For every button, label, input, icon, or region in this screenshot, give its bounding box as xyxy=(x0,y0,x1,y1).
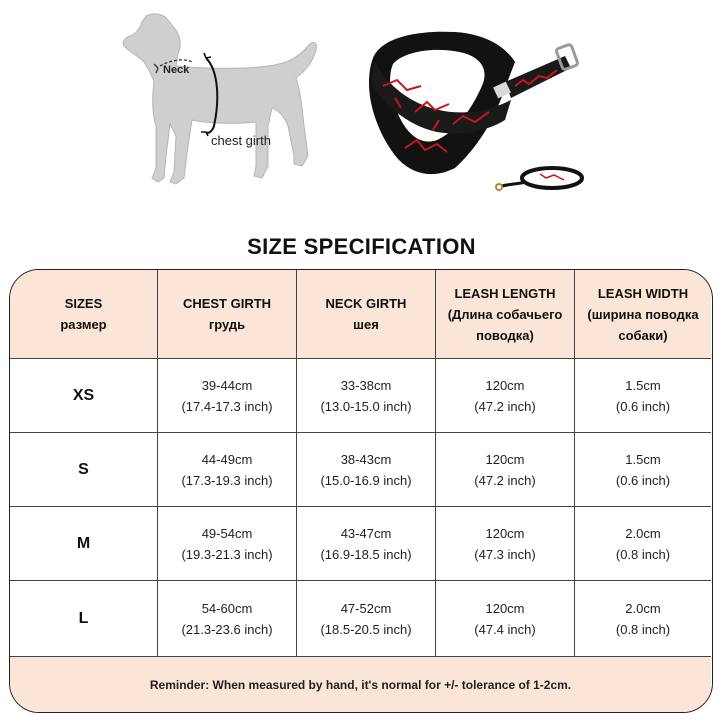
chest-cell xyxy=(158,581,297,657)
cm-value: 39-44cm xyxy=(201,377,253,393)
header-sizes xyxy=(10,270,158,359)
size-label: XS xyxy=(10,359,158,433)
cm-value: 38-43cm xyxy=(340,451,392,467)
leash-photo-icon xyxy=(490,160,590,205)
size-label: M xyxy=(10,507,158,581)
inch-value: (47.2 inch) xyxy=(474,398,536,414)
header-leash-width xyxy=(575,270,711,359)
inch-value: (0.6 inch) xyxy=(615,472,671,488)
leash-length-cell xyxy=(436,581,575,657)
cm-value: 120cm xyxy=(485,525,525,541)
header-line: шея xyxy=(353,317,379,332)
cm-value: 1.5cm xyxy=(625,377,661,393)
inch-value: (47.3 inch) xyxy=(474,546,536,562)
header-line: (ширина поводка xyxy=(587,306,699,322)
inch-value: (17.3-19.3 inch) xyxy=(181,472,273,488)
neck-cell xyxy=(297,507,436,581)
header-line: (Длина собачьего xyxy=(447,306,563,322)
header-line: размер xyxy=(60,317,107,332)
leash-length-cell xyxy=(436,433,575,507)
cm-value: 49-54cm xyxy=(201,525,253,541)
size-label: S xyxy=(10,433,158,507)
header-line: CHEST GIRTH xyxy=(182,296,272,311)
neck-cell xyxy=(297,581,436,657)
cm-value: 2.0cm xyxy=(625,600,661,616)
size-label: L xyxy=(10,581,158,657)
inch-value: (21.3-23.6 inch) xyxy=(181,621,273,637)
header-neck-girth xyxy=(297,270,436,359)
inch-value: (0.6 inch) xyxy=(615,398,671,414)
cm-value: 47-52cm xyxy=(340,600,392,616)
inch-value: (19.3-21.3 inch) xyxy=(181,546,273,562)
inch-value: (15.0-16.9 inch) xyxy=(320,472,412,488)
chest-cell xyxy=(158,507,297,581)
leash-width-cell xyxy=(575,433,711,507)
leash-width-cell xyxy=(575,507,711,581)
size-table xyxy=(9,269,713,713)
cm-value: 43-47cm xyxy=(340,525,392,541)
inch-value: (13.0-15.0 inch) xyxy=(320,398,412,414)
header-leash-length xyxy=(436,270,575,359)
cm-value: 54-60cm xyxy=(201,600,253,616)
cm-value: 120cm xyxy=(485,377,525,393)
cm-value: 2.0cm xyxy=(625,525,661,541)
chest-cell xyxy=(158,433,297,507)
leash-width-cell xyxy=(575,359,711,433)
neck-cell xyxy=(297,359,436,433)
header-line: грудь xyxy=(208,317,246,332)
inch-value: (47.2 inch) xyxy=(474,472,536,488)
inch-value: (16.9-18.5 inch) xyxy=(320,546,412,562)
neck-label: Neck xyxy=(163,64,190,76)
inch-value: (18.5-20.5 inch) xyxy=(320,621,412,637)
chest-girth-label: chest girth xyxy=(211,133,271,148)
inch-value: (0.8 inch) xyxy=(615,546,671,562)
header-line: LEASH WIDTH xyxy=(597,285,689,301)
reminder-note: Reminder: When measured by hand, it's normal for +/- tolerance of 1-2cm. xyxy=(10,657,711,712)
cm-value: 33-38cm xyxy=(340,377,392,393)
header-line: NECK GIRTH xyxy=(325,296,407,311)
leash-length-cell xyxy=(436,507,575,581)
size-grid xyxy=(10,270,711,657)
inch-value: (0.8 inch) xyxy=(615,621,671,637)
header-line: собаки) xyxy=(618,327,668,343)
cm-value: 120cm xyxy=(485,600,525,616)
leash-width-cell xyxy=(575,581,711,657)
inch-value: (17.4-17.3 inch) xyxy=(181,398,273,414)
inch-value: (47.4 inch) xyxy=(474,621,536,637)
dog-silhouette-icon xyxy=(118,6,328,196)
leash-length-cell xyxy=(436,359,575,433)
cm-value: 44-49cm xyxy=(201,451,253,467)
header-line: LEASH LENGTH xyxy=(454,285,556,301)
cm-value: 1.5cm xyxy=(625,451,661,467)
page-title: SIZE SPECIFICATION xyxy=(247,234,476,259)
header-line: SIZES xyxy=(64,296,103,311)
header-line: поводка) xyxy=(476,327,534,343)
header-chest-girth xyxy=(158,270,297,359)
chest-cell xyxy=(158,359,297,433)
neck-cell xyxy=(297,433,436,507)
cm-value: 120cm xyxy=(485,451,525,467)
